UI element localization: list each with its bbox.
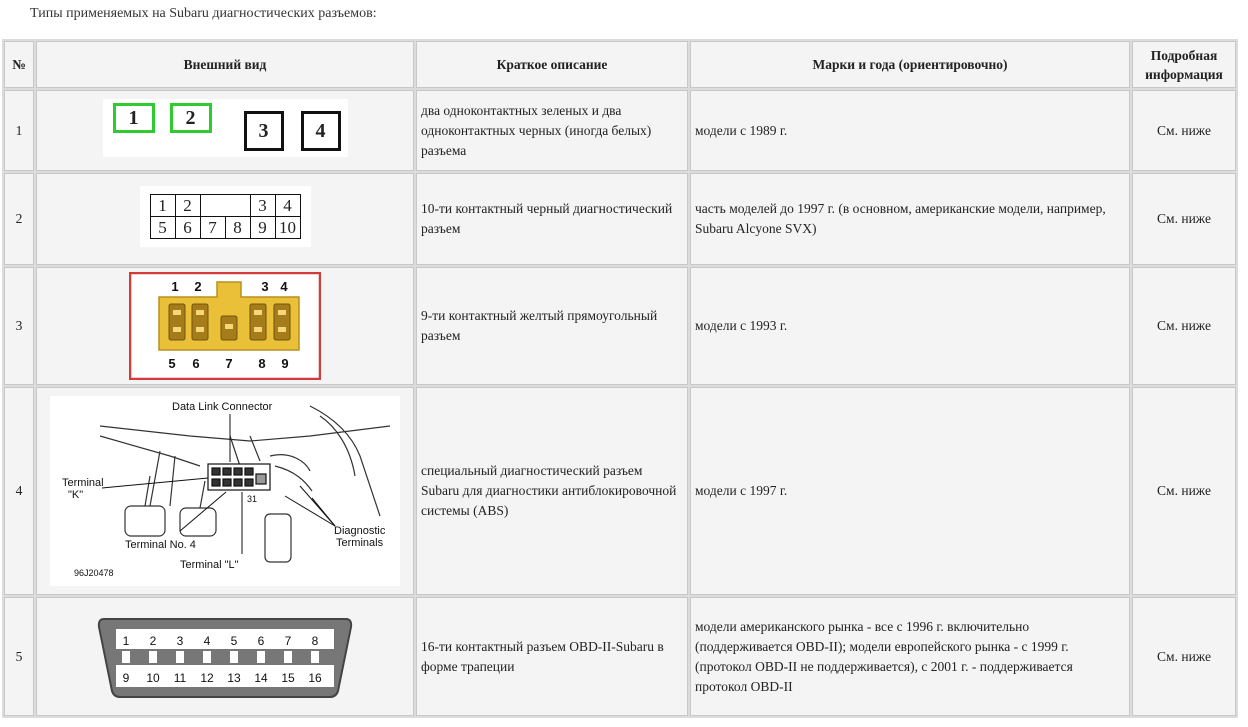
- pin-grid: [150, 194, 301, 239]
- connector-image-1: [36, 90, 414, 171]
- pin-label: 9: [281, 356, 289, 371]
- diagram-label: Diagnostic: [334, 525, 386, 537]
- pin-label: 8: [258, 356, 266, 371]
- pin: 8: [225, 216, 250, 238]
- pin-label: 12: [200, 670, 214, 685]
- pin-label: 7: [225, 356, 233, 371]
- header-brands: Марки и года (ориентировочно): [690, 41, 1130, 88]
- row-number: 2: [4, 173, 34, 265]
- pin: 2: [175, 194, 200, 216]
- pin: 3: [250, 194, 275, 216]
- see-below-link[interactable]: См. ниже: [1132, 387, 1236, 595]
- pin-label: 2: [194, 279, 202, 294]
- intro-text: Типы применяемых на Subaru диагностических разъемов:: [30, 6, 377, 21]
- header-more: Подробная информация: [1132, 41, 1236, 88]
- pin-label: 16: [308, 670, 322, 685]
- diagram-label: Terminal No. 4: [125, 539, 196, 551]
- pin-label: 5: [168, 356, 176, 371]
- pin-label: 14: [254, 670, 268, 685]
- pin-box: 2: [170, 103, 212, 133]
- pin: 6: [175, 216, 200, 238]
- row-number: 3: [4, 267, 34, 385]
- pin-label: 9: [122, 670, 130, 685]
- pin-label: 8: [311, 633, 319, 648]
- see-below-link[interactable]: См. ниже: [1132, 597, 1236, 716]
- see-below-link[interactable]: См. ниже: [1132, 267, 1236, 385]
- pin-label: 4: [203, 633, 211, 648]
- pin-box: 4: [301, 111, 341, 151]
- row-brands: модели с 1989 г.: [690, 90, 1130, 171]
- pin-label: 3: [176, 633, 184, 648]
- pin-box: 3: [244, 111, 284, 151]
- connector-image-5: [36, 597, 414, 716]
- row-brands: модели американского рынка - все с 1996 г. включительно (поддерживается OBD-II); модели европейского рынка - с 1999 г. (протокол OBD-II не поддерживается), с 2001 г. - поддерживается протокол OBD-II: [690, 597, 1130, 716]
- dlc-location-diagram: [50, 396, 400, 586]
- pin-label: 11: [173, 670, 187, 685]
- row-description: 10-ти контактный черный диагностический разъем: [416, 173, 688, 265]
- pin-label: 7: [284, 633, 292, 648]
- pin: 9: [250, 216, 275, 238]
- diagram-label: Terminals: [336, 537, 384, 549]
- pin: 4: [275, 194, 300, 216]
- table-row: [4, 597, 1236, 716]
- see-below-link[interactable]: См. ниже: [1132, 173, 1236, 265]
- obd2-connector-icon: [94, 613, 356, 701]
- row-description: 9-ти контактный желтый прямоугольный разъем: [416, 267, 688, 385]
- pin-label: 3: [261, 279, 269, 294]
- table-row: [4, 173, 1236, 265]
- row-brands: модели с 1993 г.: [690, 267, 1130, 385]
- pin: 1: [150, 194, 175, 216]
- pin-label: 15: [281, 670, 295, 685]
- table-row: [4, 90, 1236, 171]
- yellow-connector-icon: [129, 272, 321, 380]
- header-num: №: [4, 41, 34, 88]
- diagram-label: 31: [247, 494, 258, 504]
- row-number: 5: [4, 597, 34, 716]
- pin-label: 6: [192, 356, 200, 371]
- pin-label: 13: [227, 670, 241, 685]
- pin-label: 1: [171, 279, 179, 294]
- pin: 5: [150, 216, 175, 238]
- pin-label: 5: [230, 633, 238, 648]
- table-row: [4, 267, 1236, 385]
- row-number: 1: [4, 90, 34, 171]
- row-number: 4: [4, 387, 34, 595]
- pin-label: 1: [122, 633, 130, 648]
- diagram-code: 96J20478: [74, 568, 114, 578]
- pin-label: 6: [257, 633, 265, 648]
- row-brands: модели с 1997 г.: [690, 387, 1130, 595]
- header-row: [4, 41, 1236, 88]
- diagram-label: Terminal: [62, 477, 104, 489]
- pin: 10: [275, 216, 300, 238]
- pin-label: 2: [149, 633, 157, 648]
- diagram-label: Terminal "L": [180, 559, 239, 571]
- see-below-link[interactable]: См. ниже: [1132, 90, 1236, 171]
- connector-image-2: [36, 173, 414, 265]
- pin-box: 1: [113, 103, 155, 133]
- pin-label: 10: [146, 670, 160, 685]
- header-view: Внешний вид: [36, 41, 414, 88]
- connector-image-4: [36, 387, 414, 595]
- diagram-label: Data Link Connector: [172, 401, 273, 413]
- row-description: специальный диагностический разъем Subaru для диагностики антиблокировочной системы (ABS): [416, 387, 688, 595]
- connector-table: [2, 39, 1238, 718]
- connector-image-3: [36, 267, 414, 385]
- diagram-label: "K": [68, 489, 84, 501]
- row-description: 16-ти контактный разъем OBD-II-Subaru в форме трапеции: [416, 597, 688, 716]
- pin-label: 4: [280, 279, 288, 294]
- pin: 7: [200, 216, 225, 238]
- table-row: [4, 387, 1236, 595]
- row-brands: часть моделей до 1997 г. (в основном, американские модели, например, Subaru Alcyone SVX): [690, 173, 1130, 265]
- header-desc: Краткое описание: [416, 41, 688, 88]
- row-description: два одноконтактных зеленых и два одноконтактных черных (иногда белых) разъема: [416, 90, 688, 171]
